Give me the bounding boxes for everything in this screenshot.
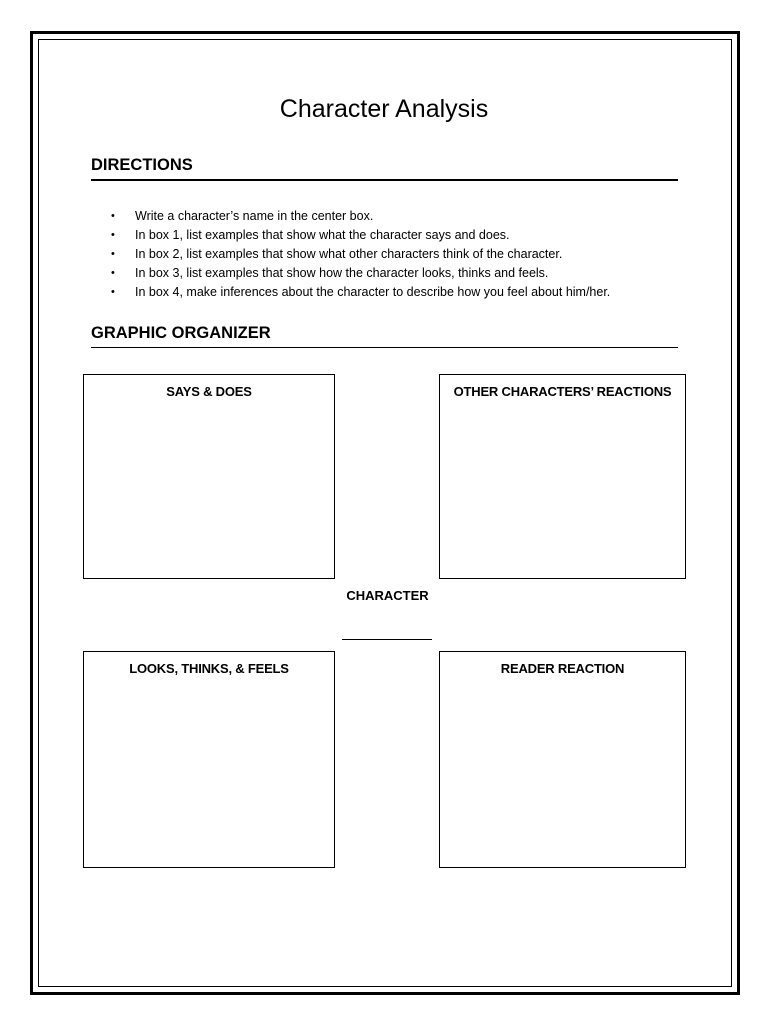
says-does-box[interactable]: [83, 374, 335, 579]
directions-item-text: In box 3, list examples that show how the character looks, thinks and feels.: [135, 266, 549, 280]
directions-item-text: In box 2, list examples that show what other characters think of the character.: [135, 247, 563, 261]
bullet-icon: •: [111, 248, 115, 260]
reader-reaction-label: READER REACTION: [500, 661, 625, 676]
looks-thinks-feels-label: LOOKS, THINKS, & FEELS: [129, 661, 289, 676]
reader-reaction-box[interactable]: [439, 651, 686, 868]
bullet-icon: •: [111, 286, 115, 298]
directions-item: [111, 207, 610, 226]
graphic-organizer-heading: GRAPHIC ORGANIZER: [91, 324, 678, 348]
directions-item: [111, 245, 610, 264]
document-title: Character Analysis: [279, 95, 489, 123]
looks-thinks-feels-box[interactable]: [83, 651, 335, 868]
character-name-blank[interactable]: [342, 639, 432, 640]
directions-item-text: In box 4, make inferences about the character to describe how you feel about him/her.: [135, 285, 611, 299]
says-does-label: SAYS & DOES: [166, 384, 252, 399]
directions-item: [111, 264, 610, 283]
directions-list: [111, 207, 610, 302]
directions-heading: DIRECTIONS: [91, 156, 678, 181]
directions-item-text: Write a character’s name in the center box.: [135, 209, 374, 223]
directions-item-text: In box 1, list examples that show what the character says and does.: [135, 228, 510, 242]
directions-item: [111, 283, 610, 302]
character-label: CHARACTER: [346, 588, 429, 603]
bullet-icon: •: [111, 267, 115, 279]
directions-item: [111, 226, 610, 245]
bullet-icon: •: [111, 210, 115, 222]
bullet-icon: •: [111, 229, 115, 241]
other-characters-reactions-box[interactable]: [439, 374, 686, 579]
other-characters-reactions-label: OTHER CHARACTERS’ REACTIONS: [453, 384, 672, 399]
